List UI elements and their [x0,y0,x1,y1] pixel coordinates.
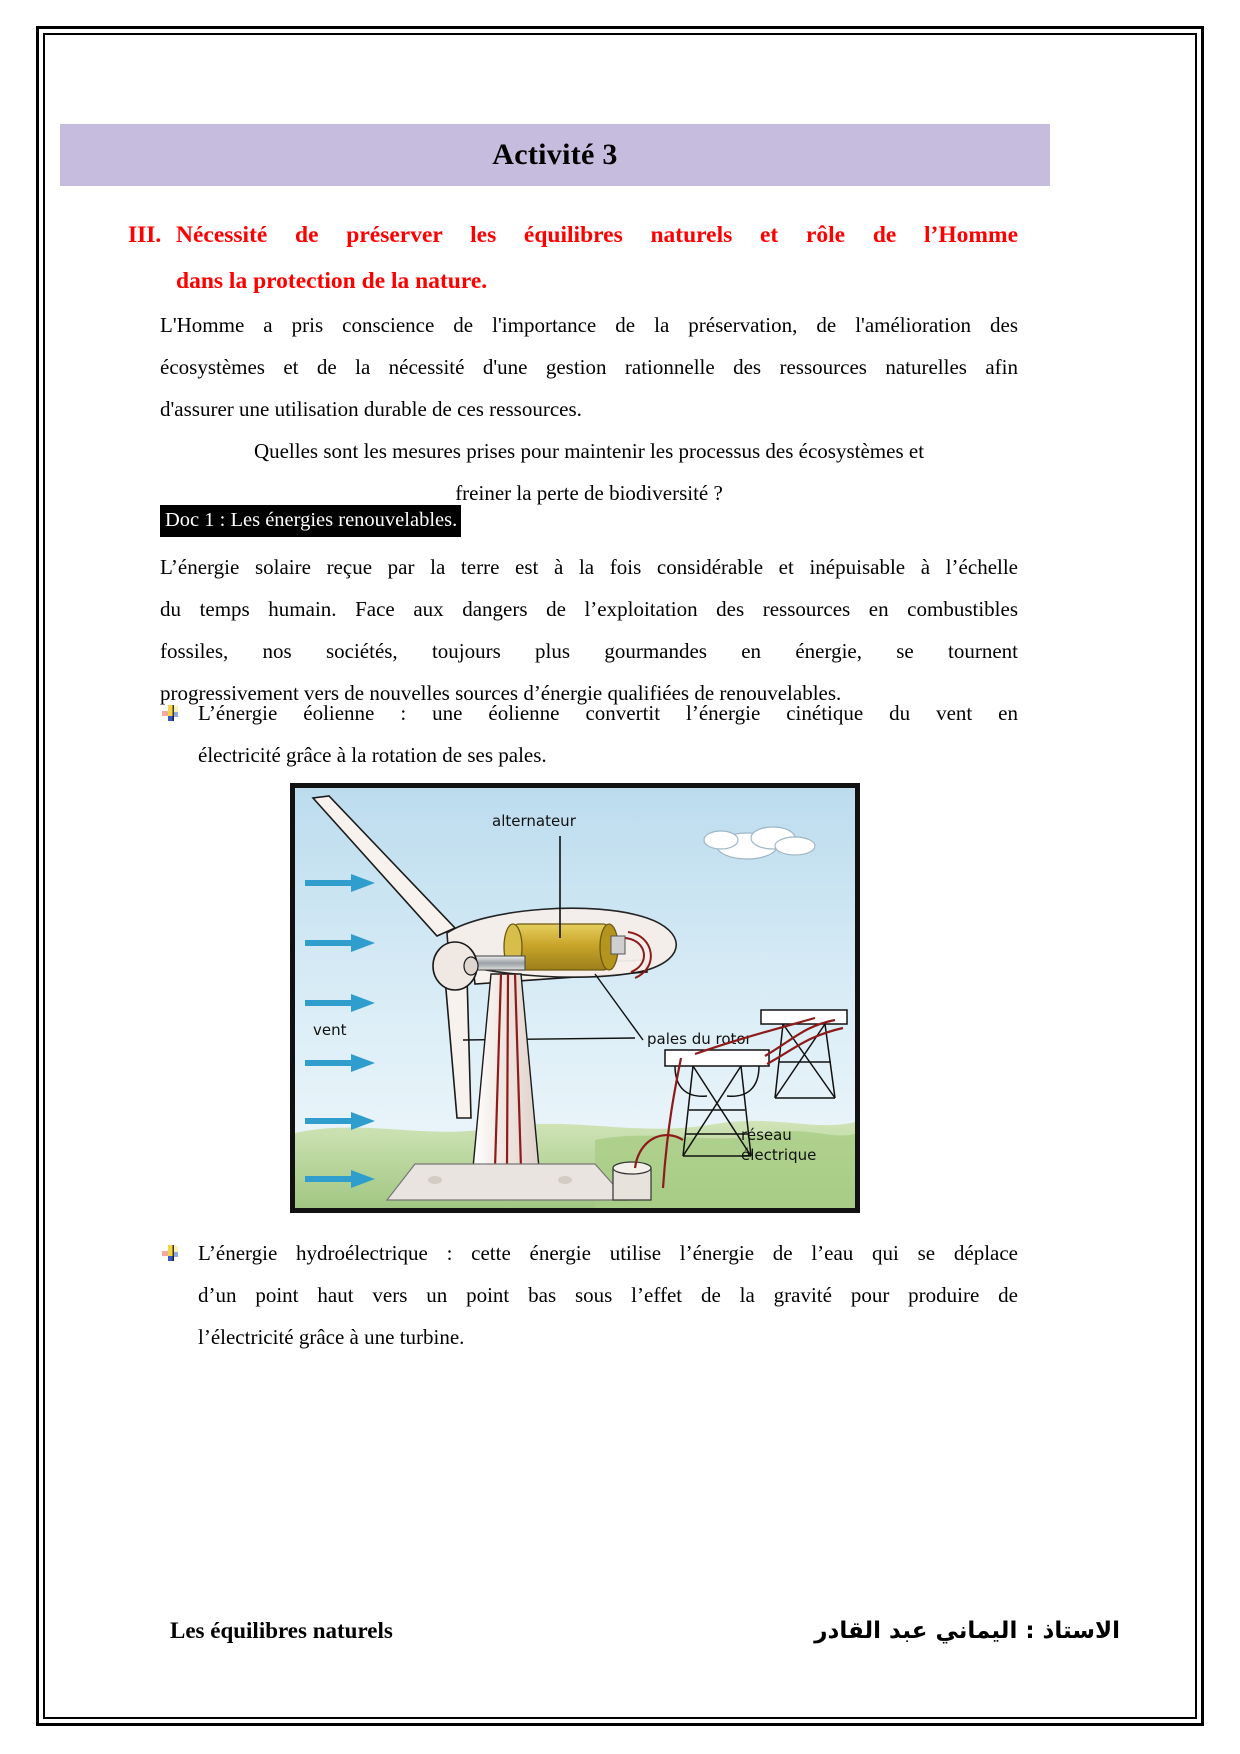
section-heading-text-1: Nécessité de préserver les équilibres naturels et rôle de l’Homme [176,222,1018,248]
section-heading-line-1 [128,212,1018,258]
activity-title-banner [60,124,1050,186]
intro-line-3: d'assurer une utilisation durable de ces ressources. [160,397,582,421]
intro-paragraph [160,304,1018,430]
bullet-hydro-line-2: d’un point haut vers un point bas sous l’effet de la gravité pour produire de [198,1283,1018,1307]
doc1-paragraph [160,546,1018,714]
bullet-eolienne-line-2: électricité grâce à la rotation de ses pales. [198,743,547,767]
figure-label-pales: pales du rotor [647,1030,752,1048]
doc1-line-4: progressivement vers de nouvelles sources d’énergie qualifiées de renouvelables. [160,681,842,705]
doc1-line-2: du temps humain. Face aux dangers de l’exploitation des ressources en combustibles [160,597,1018,621]
doc1-label: Doc 1 : Les énergies renouvelables. [160,505,461,537]
cross-bullet-icon [162,1245,178,1261]
page-title: Activité 3 [492,138,618,171]
figure-label-vent: vent [313,1021,347,1039]
transformer-icon [613,1162,651,1200]
cross-bullet-icon [162,705,178,721]
question-line-1: Quelles sont les mesures prises pour maintenir les processus des écosystèmes et [253,439,925,463]
guiding-question [160,430,1018,514]
bullet-item-hydroelectrique [162,1232,1018,1358]
figure-label-reseau-line2: électrique [741,1146,817,1164]
intro-line-1: L'Homme a pris conscience de l'importance de la préservation, de l'amélioration des [160,313,1018,337]
bullet-hydro-text [198,1232,1018,1358]
wind-turbine-figure [290,783,860,1213]
intro-line-2: écosystèmes et de la nécessité d'une gestion rationnelle des ressources naturelles afin [160,355,1018,379]
bullet-eolienne-line-1: L’énergie éolienne : une éolienne convertit l’énergie cinétique du vent en [198,701,1018,725]
bullet-hydro-line-3: l’électricité grâce à une turbine. [198,1325,465,1349]
page-footer [60,1618,1120,1664]
section-number: III. [128,222,162,248]
bullet-eolienne-text [198,692,1018,776]
figure-label-alternateur: alternateur [492,812,576,830]
page-content [60,48,1180,1704]
bullet-hydro-line-1: L’énergie hydroélectrique : cette énergie utilise l’énergie de l’eau qui se déplace [198,1241,1018,1265]
wind-turbine-diagram [295,788,855,1208]
section-heading [128,212,1018,304]
bullet-item-eolienne [162,692,1018,776]
figure-label-reseau-line1: réseau [741,1126,792,1144]
question-line-2: freiner la perte de biodiversité ? [455,481,723,505]
footer-subject: Les équilibres naturels [170,1618,393,1643]
doc1-line-3: fossiles, nos sociétés, toujours plus gourmandes en énergie, se tournent [160,639,1018,663]
doc1-line-1: L’énergie solaire reçue par la terre est à la fois considérable et inépuisable à l’échelle [160,555,1018,579]
section-heading-line-2: dans la protection de la nature. [176,268,488,294]
footer-teacher: الاستاذ : اليماني عبد القادر [814,1618,1120,1644]
